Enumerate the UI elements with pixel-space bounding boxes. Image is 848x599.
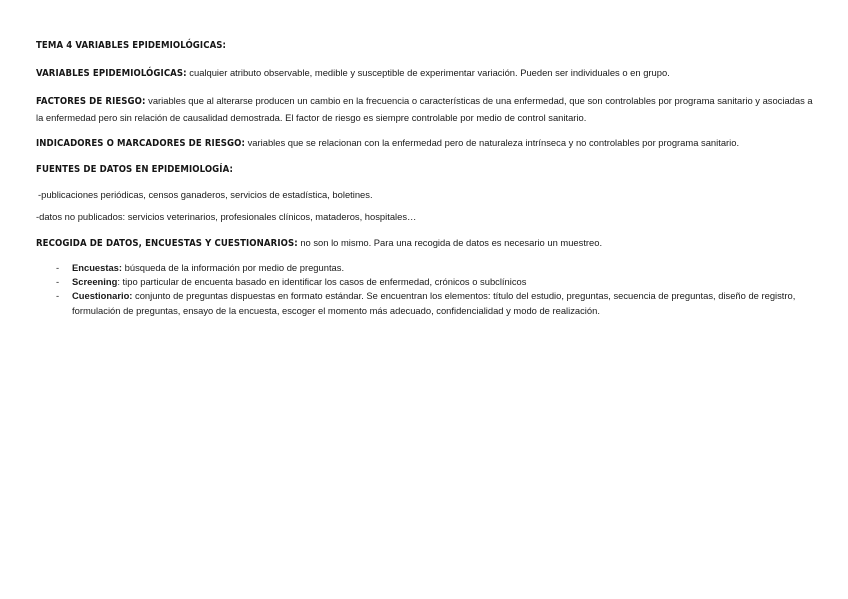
factores-heading: FACTORES DE RIESGO:: [36, 96, 146, 107]
indicadores-heading: INDICADORES O MARCADORES DE RIESGO:: [36, 138, 246, 149]
list-text: conjunto de preguntas dispuestas en formato estándar. Se encuentran los elementos: título del estudio, preguntas, secuencia de preguntas, diseño de registro, formulación de preguntas, ensayo de la encuesta, escoger el momento más adecuado, confidencialidad y modo de realización.: [72, 290, 796, 316]
list-item: [56, 289, 814, 317]
list-dash: -: [56, 276, 60, 288]
recogida-list: [56, 261, 814, 318]
factores-paragraph: [36, 93, 814, 126]
recogida-heading: RECOGIDA DE DATOS, ENCUESTAS Y CUESTIONARIOS:: [36, 238, 298, 249]
variables-text: cualquier atributo observable, medible y susceptible de experimentar variación. Pueden ser individuales o en grupo.: [186, 67, 670, 78]
list-term: Screening: [72, 276, 118, 288]
fuentes-heading: FUENTES DE DATOS EN EPIDEMIOLOGÍA:: [36, 164, 233, 175]
variables-paragraph: [36, 65, 814, 82]
fuentes-item: -publicaciones periódicas, censos ganaderos, servicios de estadística, boletines.: [38, 189, 373, 200]
recogida-paragraph: [36, 235, 814, 252]
variables-heading: VARIABLES EPIDEMIOLÓGICAS:: [36, 68, 187, 79]
list-text: búsqueda de la información por medio de preguntas.: [122, 262, 345, 273]
list-dash: -: [56, 262, 60, 273]
list-text: : tipo particular de encuenta basado en identificar los casos de enfermedad, crónicos o subclínicos: [117, 276, 527, 288]
list-term: Encuestas:: [72, 262, 123, 273]
list-item: [56, 261, 814, 275]
fuentes-item: -datos no publicados: servicios veterinarios, profesionales clínicos, mataderos, hospitales…: [36, 211, 417, 222]
list-term: Cuestionario:: [72, 290, 133, 302]
fuentes-heading-line: [36, 161, 814, 178]
document-title: TEMA 4 VARIABLES EPIDEMIOLÓGICAS:: [36, 40, 227, 51]
indicadores-text: variables que se relacionan con la enfermedad pero de naturaleza intrínseca y no controlables por programa sanitario.: [245, 137, 740, 148]
list-dash: -: [56, 290, 60, 302]
recogida-text: no son lo mismo. Para una recogida de datos es necesario un muestreo.: [297, 237, 603, 248]
list-item: [56, 275, 814, 289]
factores-text: variables que al alterarse producen un cambio en la frecuencia o características de una enfermedad, que son controlables por programa sanitario y asociadas a la enfermedad pero sin relación de causalidad demostrada. El factor de riesgo es siempre controlable por medio de control sanitario.: [36, 95, 813, 123]
document-title-line: [36, 37, 814, 54]
indicadores-paragraph: [36, 135, 814, 152]
